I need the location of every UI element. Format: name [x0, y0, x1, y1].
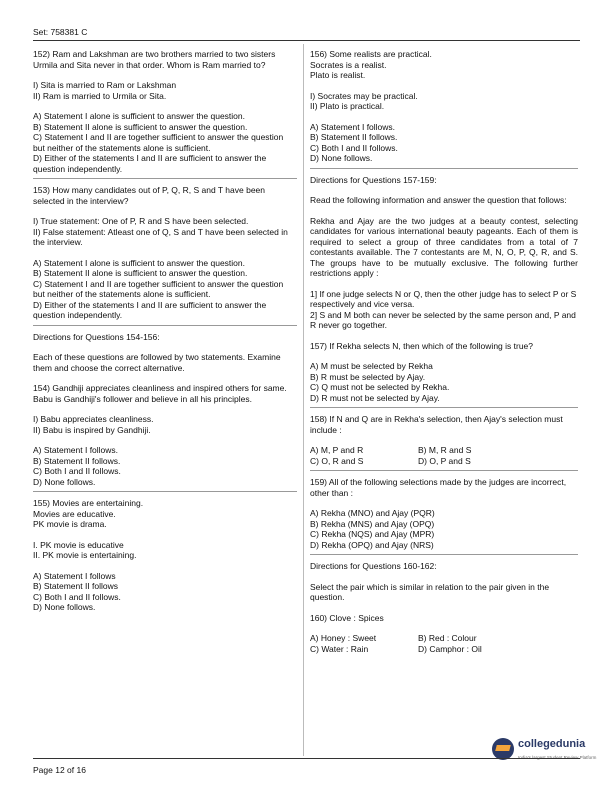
question-line-2: Babu is Gandhiji's follower and believe in all his principles. [33, 393, 252, 404]
option-d: D) None follows. [310, 153, 373, 163]
statement-1: I) Sita is married to Ram or Lakshman [33, 80, 177, 90]
right-column [310, 49, 578, 654]
option-a: A) Rekha (MNO) and Ajay (PQR) [310, 508, 435, 518]
statement-1: I) True statement: One of P, R and S have been selected. [33, 216, 249, 226]
statement-1: I. PK movie is educative [33, 539, 124, 550]
question-158 [310, 414, 578, 466]
directions-title: Directions for Questions 154-156: [33, 331, 160, 342]
option-d: D) Camphor : Oil [418, 643, 482, 654]
option-c: C) O, R and S [310, 455, 364, 466]
directions-154-156 [33, 332, 297, 374]
logo-tagline: India's largest Student Review Platform [518, 755, 597, 760]
option-b: B) Rekha (MNS) and Ajay (OPQ) [310, 518, 435, 529]
option-c: C) Both I and II follows. [310, 142, 398, 153]
separator [310, 470, 578, 471]
page-number: Page 12 of 16 [33, 765, 86, 775]
separator [33, 178, 297, 179]
question-line-3: PK movie is drama. [33, 519, 107, 529]
separator [310, 168, 578, 169]
column-divider [303, 44, 304, 756]
question-line-2: Movies are educative. [33, 508, 116, 519]
directions-text: Each of these questions are followed by two statements. Examine them and choose the correct alternative. [33, 352, 281, 373]
directions-text: Rekha and Ajay are the two judges at a beauty contest, selecting candidates for various international beauty pageants. Each of them is required to select a group of three candidates from a total of 7 contestants available. The 7 contestants are M, N, O, P, Q, R, and S. The groups have to be mutually exclusive. The following further restrictions apply : [310, 215, 578, 278]
directions-intro: Read the following information and answer the question that follows: [310, 195, 567, 205]
option-b: B) Red : Colour [418, 633, 477, 643]
option-a: A) Statement I follows. [33, 445, 119, 455]
question-text: 158) If N and Q are in Rekha's selection, then Ajay's selection must include : [310, 414, 563, 435]
option-c: C) Both I and II follows. [33, 591, 121, 602]
option-a: A) Honey : Sweet [310, 633, 377, 643]
statement-2: II) Ram is married to Urmila or Sita. [33, 90, 167, 101]
set-number: Set: 758381 C [33, 27, 88, 37]
option-c: C) Rekha (NQS) and Ajay (MPR) [310, 529, 435, 539]
statement-2: II. PK movie is entertaining. [33, 550, 137, 560]
directions-text: Select the pair which is similar in relation to the pair given in the question. [310, 581, 550, 602]
option-c: C) Q must not be selected by Rekha. [310, 382, 450, 392]
question-text: 160) Clove : Spices [310, 612, 384, 623]
separator [310, 407, 578, 408]
restriction-2: 2] S and M both can never be selected by the same person and, P and R never go together. [310, 309, 576, 330]
question-155 [33, 498, 297, 613]
option-a: A) Statement I follows [33, 570, 116, 581]
left-column [33, 49, 297, 613]
option-a: A) M must be selected by Rekha [310, 361, 433, 371]
option-d: D) R must not be selected by Ajay. [310, 392, 440, 403]
option-b: B) Statement II follows [33, 581, 119, 591]
statement-2: II) False statement: Atleast one of Q, S and T have been selected in the interview. [33, 226, 288, 247]
question-153 [33, 185, 297, 321]
option-d: D) O, P and S [418, 455, 471, 466]
header-rule [33, 40, 580, 41]
question-text: 156) Some realists are practical. [310, 49, 432, 59]
option-b: B) Statement II follows. [310, 132, 398, 142]
option-c: C) Water : Rain [310, 643, 369, 654]
question-line-3: Plato is realist. [310, 70, 366, 80]
directions-160-162 [310, 561, 578, 603]
separator [33, 325, 297, 326]
option-a: A) Statement I follows. [310, 121, 396, 132]
option-c: C) Both I and II follows. [33, 466, 121, 476]
option-b: B) Statement II follows. [33, 455, 121, 466]
footer-rule [33, 758, 580, 759]
graduation-cap-icon [492, 738, 514, 760]
question-text: 155) Movies are entertaining. [33, 498, 144, 508]
statement-2: II) Plato is practical. [310, 101, 385, 111]
question-160 [310, 613, 578, 655]
question-text: 154) Gandhiji appreciates cleanliness and inspired others for same. [33, 383, 287, 393]
question-159 [310, 477, 578, 550]
restriction-1: 1] If one judge selects N or Q, then the other judge has to select P or S respectively and vice versa. [310, 288, 577, 309]
question-156 [310, 49, 578, 164]
question-text: 157) If Rekha selects N, then which of the following is true? [310, 340, 534, 351]
option-b: B) R must be selected by Ajay. [310, 371, 426, 382]
statement-2: II) Babu is inspired by Gandhiji. [33, 424, 151, 435]
directions-title: Directions for Questions 157-159: [310, 174, 437, 185]
collegedunia-logo [492, 738, 612, 764]
option-a: A) Statement I alone is sufficient to answer the question. [33, 257, 245, 268]
option-b: B) M, R and S [418, 445, 472, 455]
option-d: D) Either of the statements I and II are sufficient to answer the question independently. [33, 153, 267, 174]
logo-name: collegedunia [518, 738, 586, 750]
question-157 [310, 341, 578, 404]
option-b: B) Statement II alone is sufficient to answer the question. [33, 121, 248, 132]
separator [310, 554, 578, 555]
question-line-2: Socrates is a realist. [310, 59, 387, 70]
separator [33, 491, 297, 492]
option-c: C) Statement I and II are together sufficient to answer the question but neither of the statements alone is sufficient. [33, 278, 284, 299]
option-d: D) Rekha (OPQ) and Ajay (NRS) [310, 539, 434, 550]
option-c: C) Statement I and II are together sufficient to answer the question but neither of the statements alone is sufficient. [33, 132, 284, 153]
question-152 [33, 49, 297, 174]
question-154 [33, 383, 297, 487]
option-a: A) Statement I alone is sufficient to answer the question. [33, 111, 245, 121]
option-d: D) None follows. [33, 602, 96, 612]
statement-1: I) Babu appreciates cleanliness. [33, 414, 154, 424]
directions-157-159 [310, 175, 578, 331]
option-d: D) Either of the statements I and II are sufficient to answer the question independently. [33, 299, 267, 320]
question-text: 152) Ram and Lakshman are two brothers married to two sisters Urmila and Sita never in that order. Whom is Ram married to? [33, 49, 276, 70]
question-text: 159) All of the following selections made by the judges are incorrect, other than : [310, 477, 567, 498]
statement-1: I) Socrates may be practical. [310, 90, 418, 101]
option-a: A) M, P and R [310, 445, 364, 455]
question-text: 153) How many candidates out of P, Q, R, S and T have been selected in the interview? [33, 185, 266, 206]
option-d: D) None follows. [33, 476, 96, 487]
option-b: B) Statement II alone is sufficient to answer the question. [33, 268, 248, 278]
directions-title: Directions for Questions 160-162: [310, 561, 437, 571]
